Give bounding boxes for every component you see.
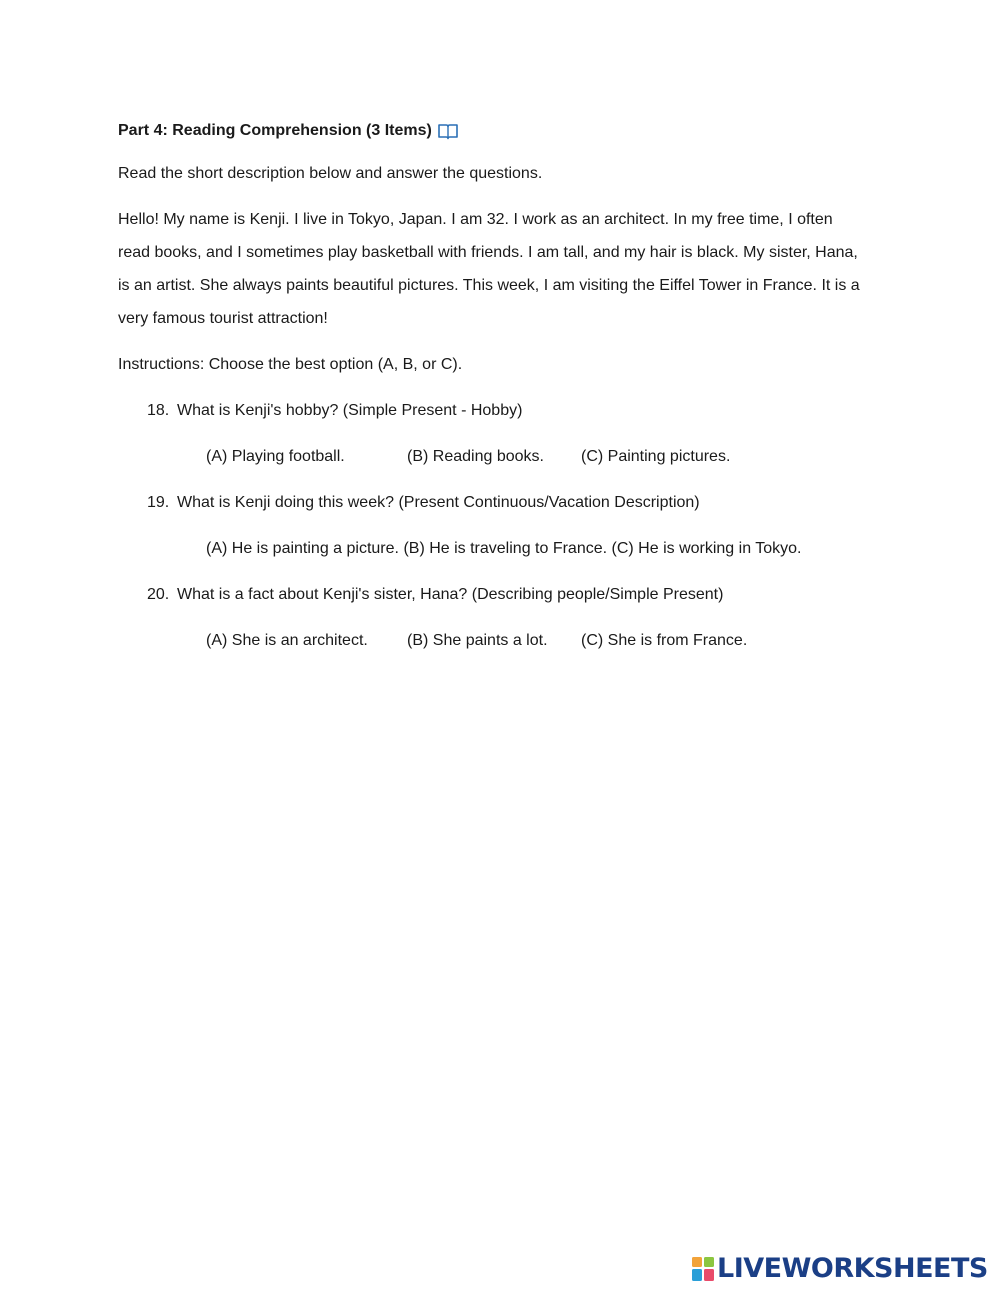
question-20-options	[206, 624, 880, 657]
option-b[interactable]: (B) Reading books.	[407, 448, 544, 465]
option-c[interactable]: (C) Painting pictures.	[581, 448, 731, 465]
question-18-options	[206, 440, 880, 473]
open-book-icon	[438, 122, 458, 140]
passage-line: read books, and I sometimes play basketball with friends. I am tall, and my hair is black. My sister, Hana,	[118, 244, 858, 261]
question-text: What is Kenji doing this week? (Present Continuous/Vacation Description)	[177, 494, 700, 511]
passage-line: very famous tourist attraction!	[118, 310, 328, 327]
option-a[interactable]: (A) He is painting a picture.	[206, 540, 399, 557]
section-heading	[118, 118, 880, 144]
question-18	[147, 394, 880, 427]
question-number: 19.	[147, 494, 170, 511]
question-19	[147, 486, 880, 519]
liveworksheets-logo-text: LIVEWORKSHEETS	[717, 1253, 988, 1284]
passage-line: Hello! My name is Kenji. I live in Tokyo, Japan. I am 32. I work as an architect. In my free time, I often	[118, 211, 833, 228]
option-c[interactable]: (C) He is working in Tokyo.	[611, 540, 802, 557]
option-b[interactable]: (B) He is traveling to France.	[403, 540, 608, 557]
option-b[interactable]: (B) She paints a lot.	[407, 632, 548, 649]
intro-text: Read the short description below and answer the questions.	[118, 165, 543, 182]
section-heading-text: Part 4: Reading Comprehension (3 Items)	[118, 122, 432, 139]
option-a[interactable]: (A) She is an architect.	[206, 632, 368, 649]
liveworksheets-mark-icon	[692, 1257, 714, 1281]
option-a[interactable]: (A) Playing football.	[206, 448, 345, 465]
passage-line: is an artist. She always paints beautiful pictures. This week, I am visiting the Eiffel Tower in France. It is a	[118, 277, 860, 294]
question-19-options	[206, 532, 880, 565]
liveworksheets-logo	[692, 1254, 988, 1284]
question-number: 20.	[147, 586, 170, 603]
question-number: 18.	[147, 402, 170, 419]
question-text: What is Kenji's hobby? (Simple Present - Hobby)	[177, 402, 523, 419]
worksheet-content	[118, 118, 880, 670]
reading-passage	[118, 203, 880, 335]
question-20	[147, 578, 880, 611]
question-text: What is a fact about Kenji's sister, Hana? (Describing people/Simple Present)	[177, 586, 724, 603]
instructions-text: Instructions: Choose the best option (A, B, or C).	[118, 356, 463, 373]
option-c[interactable]: (C) She is from France.	[581, 632, 748, 649]
